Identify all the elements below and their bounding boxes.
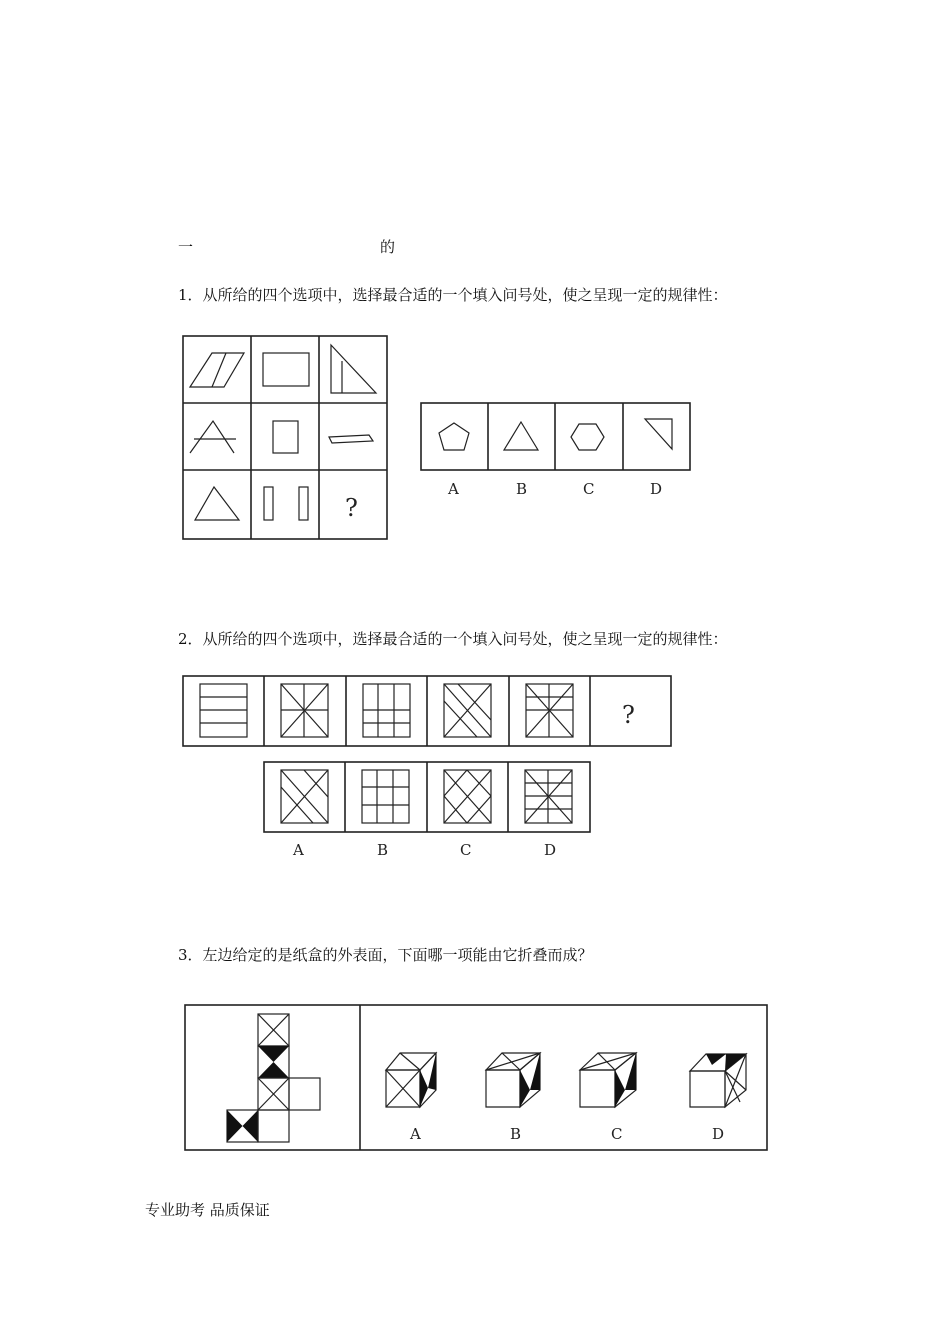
horizontal-lines-icon <box>200 684 247 737</box>
footer-text: 专业助考 品质保证 <box>145 1201 270 1219</box>
cube-option-c <box>580 1053 636 1107</box>
star-lines-icon <box>526 684 573 737</box>
right-triangle-icon <box>331 345 376 393</box>
hexagon-icon <box>571 424 604 450</box>
q3-figure-panel <box>184 1004 770 1154</box>
header-left: 一 <box>178 238 194 256</box>
box-net <box>227 1014 320 1142</box>
q2-option-a-label: A <box>293 841 304 859</box>
q1-options-strip <box>420 402 692 502</box>
question-mark: ? <box>622 701 635 729</box>
q2-options-strip <box>263 761 593 861</box>
question-3-text: 3．左边给定的是纸盒的外表面，下面哪一项能由它折叠而成？ <box>178 946 593 964</box>
question-2-text: 2．从所给的四个选项中，选择最合适的一个填入问号处，使之呈现一定的规律性： <box>178 630 728 648</box>
header-right: 的 <box>380 238 396 256</box>
pentagon-icon <box>439 423 469 450</box>
q1-puzzle-grid <box>182 335 388 540</box>
q1-option-a-label: A <box>448 480 459 498</box>
q3-option-b-label: B <box>510 1125 522 1143</box>
thin-parallelogram-icon <box>329 435 373 443</box>
q2-option-d-label: D <box>544 841 557 859</box>
question-mark: ? <box>345 494 358 522</box>
q1-option-d-label: D <box>650 480 663 498</box>
right-triangle-icon <box>645 419 672 449</box>
grid-icon <box>363 684 410 737</box>
q1-option-c-label: C <box>583 480 595 498</box>
triangle-icon <box>195 487 239 520</box>
triangle-icon <box>504 422 538 450</box>
option-d-figure <box>525 770 572 823</box>
question-1-text: 1．从所给的四个选项中，选择最合适的一个填入问号处，使之呈现一定的规律性： <box>178 286 728 304</box>
option-b-figure <box>362 770 409 823</box>
cube-option-d <box>690 1054 746 1107</box>
q3-option-a-label: A <box>410 1125 421 1143</box>
q1-option-b-label: B <box>516 480 528 498</box>
q3-option-c-label: C <box>611 1125 623 1143</box>
option-c-figure <box>444 770 491 823</box>
x-cross-icon <box>281 684 328 737</box>
q2-sequence-strip <box>182 675 674 749</box>
cube-option-b <box>486 1053 540 1107</box>
two-bars-icon <box>264 487 308 520</box>
q2-option-b-label: B <box>377 841 389 859</box>
cube-option-a <box>386 1053 436 1107</box>
q2-option-c-label: C <box>460 841 472 859</box>
small-rectangle-icon <box>273 421 298 453</box>
option-a-figure <box>281 770 328 823</box>
diagonal-lines-icon <box>444 684 491 737</box>
rectangle-icon <box>263 353 309 386</box>
q3-option-d-label: D <box>712 1125 725 1143</box>
open-triangle-icon <box>190 421 236 453</box>
parallelogram-icon <box>190 353 244 387</box>
